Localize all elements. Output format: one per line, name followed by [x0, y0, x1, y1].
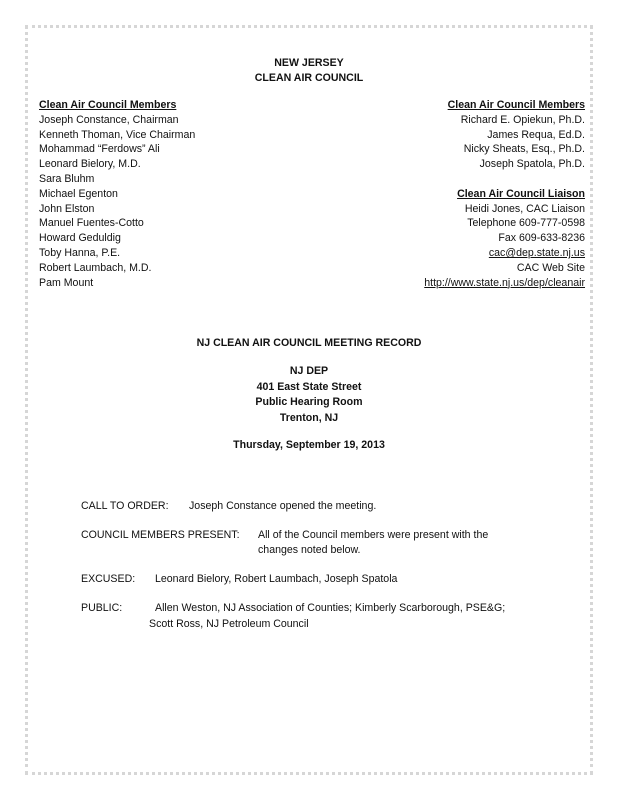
member-name: Mohammad “Ferdows” Ali: [39, 143, 160, 156]
members-right-column: [424, 98, 585, 290]
member-name: James Requa, Ed.D.: [487, 128, 585, 141]
liaison-email-link[interactable]: cac@dep.state.nj.us: [488, 246, 585, 259]
website-link[interactable]: http://www.state.nj.us/dep/cleanair: [424, 276, 585, 289]
meeting-date: Thursday, September 19, 2013: [233, 439, 385, 451]
member-name: Robert Laumbach, M.D.: [39, 261, 152, 274]
member-name: Michael Egenton: [39, 187, 118, 200]
members-present-text-line1: All of the Council members were present with the: [258, 529, 489, 541]
members-present-label: COUNCIL MEMBERS PRESENT:: [81, 529, 240, 541]
member-name: Richard E. Opiekun, Ph.D.: [460, 113, 585, 126]
venue-line: Trenton, NJ: [279, 411, 339, 424]
venue-line: Public Hearing Room: [255, 396, 363, 408]
member-name: Leonard Bielory, M.D.: [39, 158, 141, 171]
call-to-order-label: CALL TO ORDER:: [81, 500, 169, 512]
meeting-record-title: NJ CLEAN AIR COUNCIL MEETING RECORD: [196, 337, 422, 349]
member-name: Joseph Spatola, Ph.D.: [479, 158, 585, 171]
meeting-venue: [0, 364, 618, 426]
venue-line: 401 East State Street: [256, 380, 362, 393]
member-name: Howard Geduldig: [39, 232, 121, 245]
member-name: Nicky Sheats, Esq., Ph.D.: [463, 143, 585, 156]
member-name: John Elston: [39, 202, 95, 215]
member-name: Sara Bluhm: [39, 172, 95, 185]
liaison-fax: Fax 609-633-8236: [498, 232, 585, 245]
liaison-heading: Clean Air Council Liaison: [457, 187, 585, 200]
public-label: PUBLIC:: [81, 602, 123, 614]
venue-line: NJ DEP: [289, 365, 329, 377]
member-name: Kenneth Thoman, Vice Chairman: [39, 128, 196, 141]
state-heading: NEW JERSEY: [274, 57, 344, 69]
public-text-line2: Scott Ross, NJ Petroleum Council: [149, 618, 309, 630]
website-label: CAC Web Site: [516, 261, 585, 274]
members-present-text-line2: changes noted below.: [258, 544, 361, 556]
excused-text: Leonard Bielory, Robert Laumbach, Joseph Spatola: [155, 573, 398, 585]
members-heading-left: Clean Air Council Members: [39, 99, 177, 111]
liaison-telephone: Telephone 609-777-0598: [467, 217, 585, 230]
members-heading-right: Clean Air Council Members: [447, 99, 585, 111]
member-name: Manuel Fuentes-Cotto: [39, 217, 144, 230]
member-name: Pam Mount: [39, 276, 94, 289]
excused-label: EXCUSED:: [81, 573, 136, 585]
call-to-order-text: Joseph Constance opened the meeting.: [189, 500, 377, 512]
member-name: Toby Hanna, P.E.: [39, 246, 121, 259]
members-left-column: [39, 98, 195, 290]
member-name: Joseph Constance, Chairman: [39, 113, 179, 126]
council-heading: CLEAN AIR COUNCIL: [254, 72, 364, 84]
liaison-name: Heidi Jones, CAC Liaison: [464, 202, 585, 215]
public-text-line1: Allen Weston, NJ Association of Counties; Kimberly Scarborough, PSE&G;: [155, 602, 506, 614]
